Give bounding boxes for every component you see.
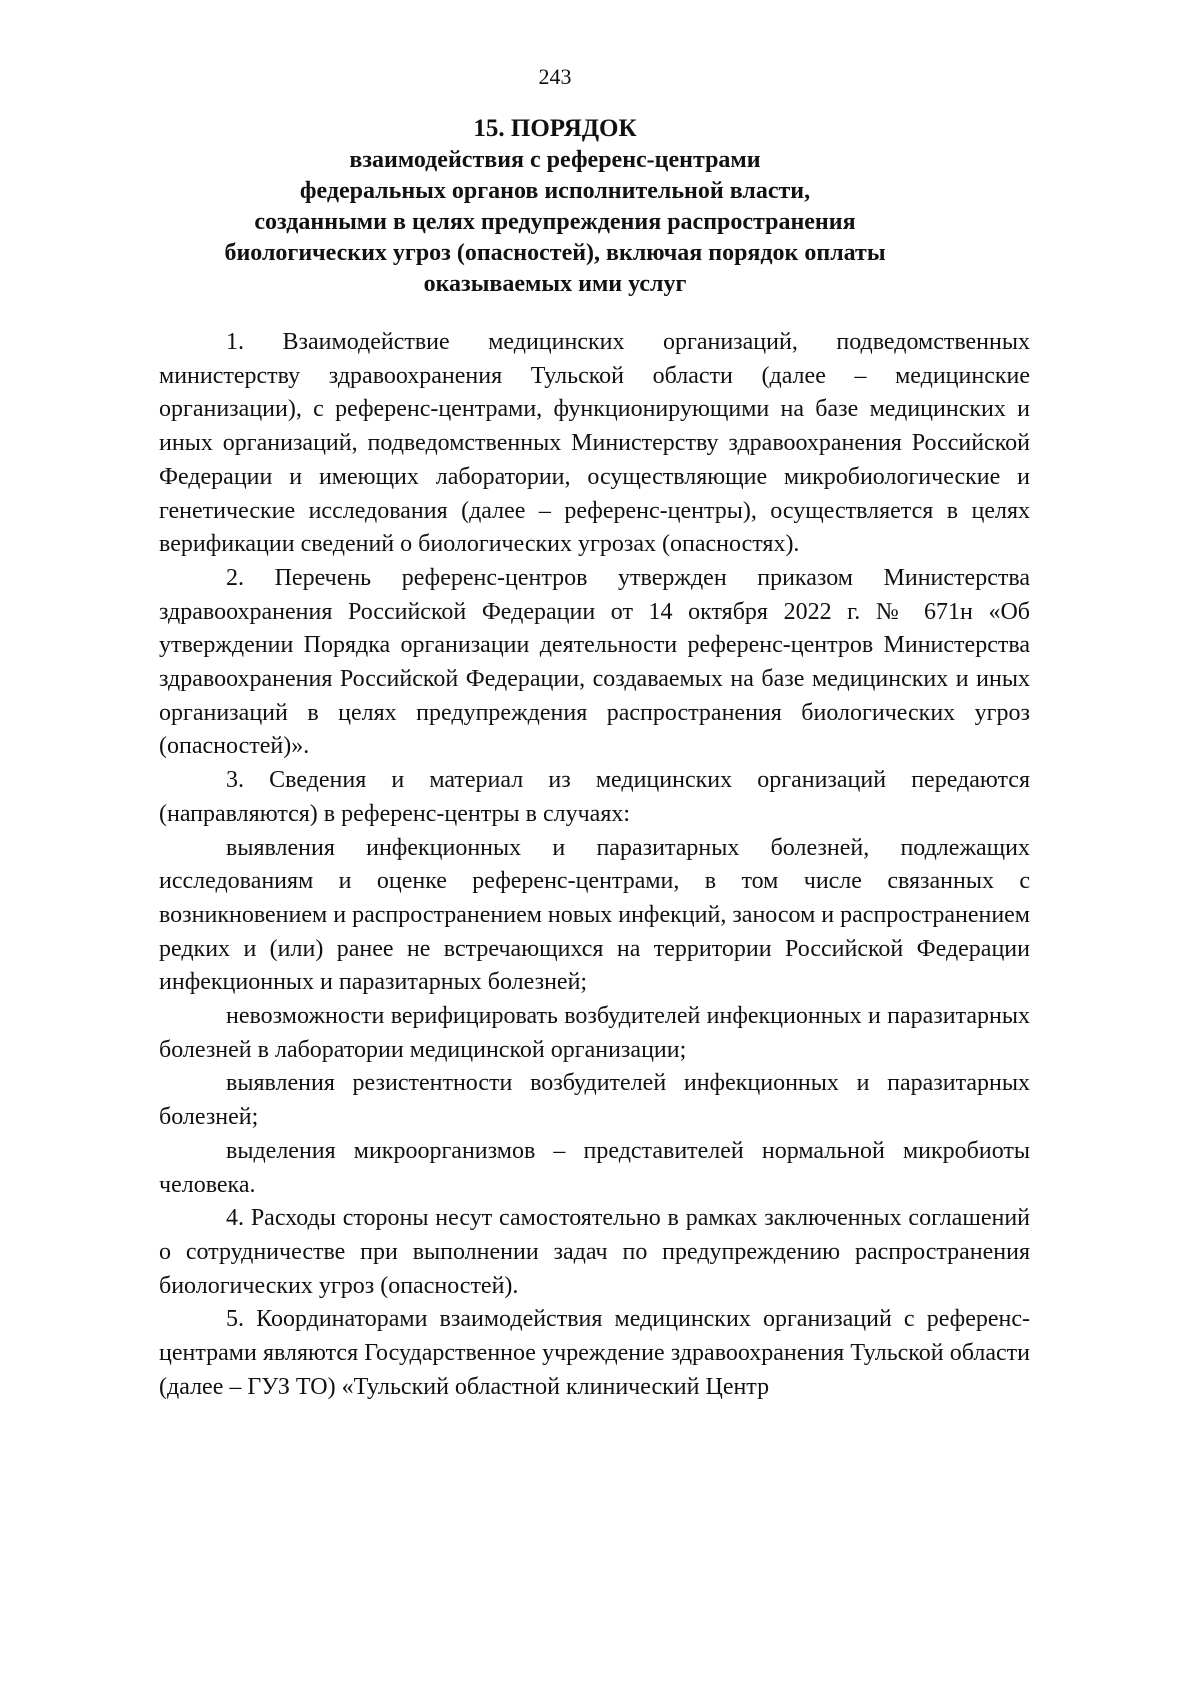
list-item-case: невозможности верифицировать возбудителей инфекционных и паразитарных болезней в лаборатории медицинской организации; <box>159 1003 1030 1063</box>
page-number: 243 <box>538 64 572 89</box>
document-body <box>159 326 1030 1405</box>
heading-subtitle-line: биологических угроз (опасностей), включая порядок оплаты <box>224 240 886 266</box>
list-item-case: выявления инфекционных и паразитарных болезней, подлежащих исследованиям и оценке референс-центрами, в том числе связанных с возникновением и распространением новых инфекций, заносом и распространением редких и (или) ранее не встречающихся на территории Российской Федерации инфекционных и паразитарных болезней; <box>159 834 1030 996</box>
paragraph-3: 3. Сведения и материал из медицинских организаций передаются (направляются) в референс-центры в случаях: <box>159 767 1030 827</box>
heading-subtitle-line: взаимодействия с референс-центрами <box>349 147 761 173</box>
list-item-case: выявления резистентности возбудителей инфекционных и паразитарных болезней; <box>159 1070 1030 1131</box>
document-heading <box>0 113 1110 300</box>
heading-subtitle-line: созданными в целях предупреждения распространения <box>254 209 856 235</box>
heading-subtitle-line: федеральных органов исполнительной власти, <box>299 178 811 204</box>
heading-title: 15. ПОРЯДОК <box>473 115 637 142</box>
heading-subtitle-line: оказываемых ими услуг <box>423 271 687 297</box>
paragraph-2: 2. Перечень референс-центров утвержден приказом Министерства здравоохранения Российской Федерации от 14 октября 2022 г. № 671н «Об утверждении Порядка организации деятельности референс-центров Министерства здравоохранения Российской Федерации, создаваемых на базе медицинских и иных организаций в целях предупреждения распространения биологических угроз (опасностей)». <box>159 564 1030 760</box>
paragraph-4: 4. Расходы стороны несут самостоятельно в рамках заключенных соглашений о сотрудничестве при выполнении задач по предупреждению распространения биологических угроз (опасностей). <box>159 1205 1030 1299</box>
paragraph-1: 1. Взаимодействие медицинских организаций, подведомственных министерству здравоохранения Тульской области (далее – медицинские организации), с референс-центрами, функционирующими на базе медицинских и иных организаций, подведомственных Министерству здравоохранения Российской Федерации и имеющих лаборатории, осуществляющие микробиологические и генетические исследования (далее – референс-центры), осуществляется в целях верификации сведений о биологических угрозах (опасностях). <box>159 329 1030 558</box>
list-item-case: выделения микроорганизмов – представителей нормальной микробиоты человека. <box>159 1137 1030 1198</box>
paragraph-5: 5. Координаторами взаимодействия медицинских организаций с референс-центрами являются Государственное учреждение здравоохранения Тульской области (далее – ГУЗ ТО) «Тульский областной клинический Центр <box>159 1306 1030 1400</box>
